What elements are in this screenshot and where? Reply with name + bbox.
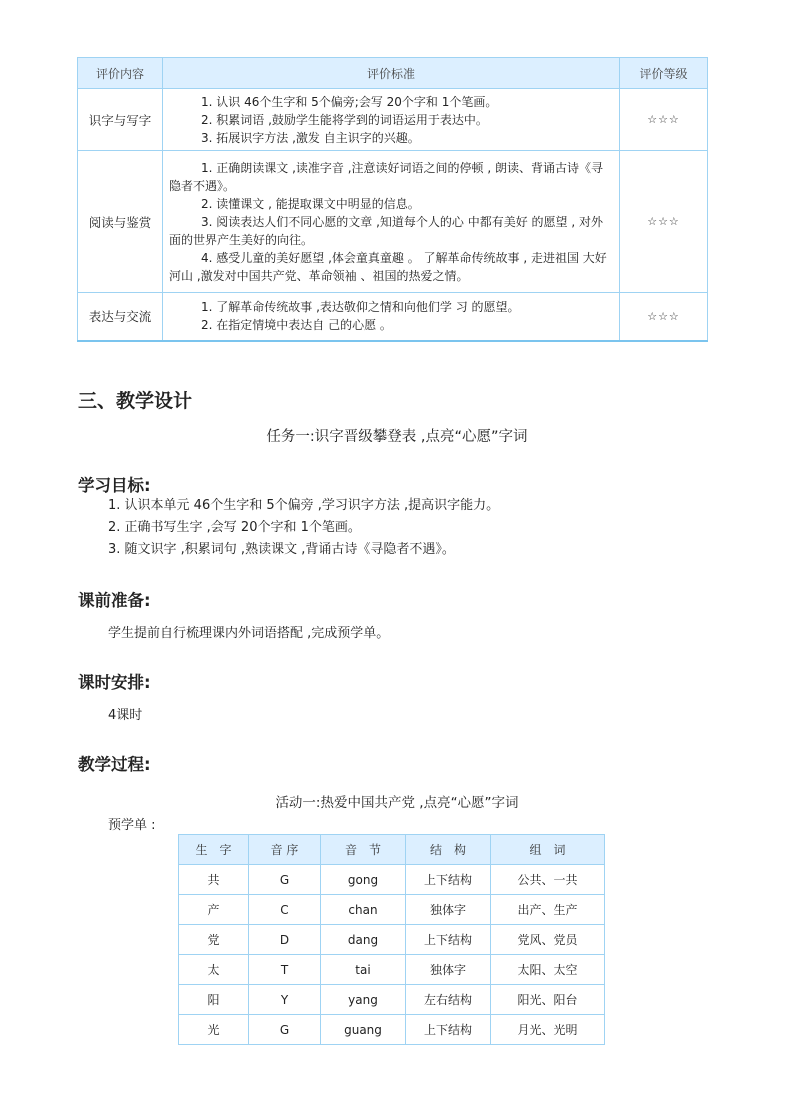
table-row <box>179 925 605 955</box>
preview-worksheet-table <box>178 834 605 1045</box>
criteria-cell <box>163 151 620 293</box>
header-eval-content: 评价内容 <box>78 58 163 89</box>
cell-structure: 独体字 <box>406 895 491 925</box>
list-item: 2. 正确书写生字 ,会写 20个字和 1个笔画。 <box>108 520 361 535</box>
cell-syllable: gong <box>321 865 406 895</box>
grade-stars: ☆☆☆ <box>620 89 708 151</box>
section-title: 三、教学设计 <box>78 390 193 412</box>
table-row <box>179 895 605 925</box>
list-item: 1. 认识本单元 46个生字和 5个偏旁 ,学习识字方法 ,提高识字能力。 <box>108 498 500 513</box>
header-eval-criteria: 评价标准 <box>163 58 620 89</box>
cell-syllable: yang <box>321 985 406 1015</box>
cell-character: 产 <box>179 895 249 925</box>
table-row <box>78 293 708 341</box>
criteria-line: 3. 阅读表达人们不同心愿的文章 ,知道每个人的心 中都有美好 的愿望 , 对外面的世界产生美好的向往。 <box>169 214 603 247</box>
cell-structure: 独体字 <box>406 955 491 985</box>
criteria-line: 2. 积累词语 ,鼓励学生能将学到的词语运用于表达中。 <box>201 112 488 127</box>
prep-heading: 课前准备: <box>78 591 151 610</box>
cell-character: 共 <box>179 865 249 895</box>
grade-stars: ☆☆☆ <box>620 151 708 293</box>
goals-heading: 学习目标: <box>78 476 151 495</box>
evaluation-table <box>77 57 708 342</box>
header-words: 组 词 <box>491 835 605 865</box>
cell-syllable: chan <box>321 895 406 925</box>
activity-title: 活动一:热爱中国共产党 ,点亮“心愿”字词 <box>275 795 519 811</box>
cell-initial: D <box>249 925 321 955</box>
criteria-line: 2. 在指定情境中表达自 己的心愿 。 <box>201 318 392 333</box>
table-row <box>179 955 605 985</box>
cell-initial: C <box>249 895 321 925</box>
header-eval-grade: 评价等级 <box>620 58 708 89</box>
table-row <box>78 89 708 151</box>
cell-initial: G <box>249 865 321 895</box>
table-row <box>179 865 605 895</box>
cell-syllable: guang <box>321 1015 406 1045</box>
table-row <box>179 1015 605 1045</box>
category-cell: 阅读与鉴赏 <box>78 151 163 293</box>
evaluation-header-row <box>78 58 708 89</box>
task-title: 任务一:识字晋级攀登表 ,点亮“心愿”字词 <box>266 429 528 445</box>
category-cell: 表达与交流 <box>78 293 163 341</box>
cell-syllable: dang <box>321 925 406 955</box>
table-row <box>78 151 708 293</box>
cell-structure: 上下结构 <box>406 865 491 895</box>
header-character: 生 字 <box>179 835 249 865</box>
table-row <box>179 985 605 1015</box>
criteria-line: 1. 认识 46个生字和 5个偏旁;会写 20个字和 1个笔画。 <box>201 94 498 109</box>
cell-initial: Y <box>249 985 321 1015</box>
cell-words: 公共、一共 <box>491 865 605 895</box>
cell-initial: G <box>249 1015 321 1045</box>
cell-words: 阳光、阳台 <box>491 985 605 1015</box>
cell-structure: 上下结构 <box>406 1015 491 1045</box>
cell-words: 月光、光明 <box>491 1015 605 1045</box>
cell-character: 阳 <box>179 985 249 1015</box>
criteria-line: 1. 正确朗读课文 ,读准字音 ,注意读好词语之间的停顿 , 朗读、背诵古诗《寻隐者不遇》。 <box>169 160 603 193</box>
criteria-cell <box>163 89 620 151</box>
header-structure: 结 构 <box>406 835 491 865</box>
grade-stars: ☆☆☆ <box>620 293 708 341</box>
cell-structure: 左右结构 <box>406 985 491 1015</box>
criteria-cell <box>163 293 620 341</box>
list-item: 3. 随文识字 ,积累词句 ,熟读课文 ,背诵古诗《寻隐者不遇》。 <box>108 542 455 557</box>
goals-list <box>108 495 499 561</box>
cell-structure: 上下结构 <box>406 925 491 955</box>
schedule-heading: 课时安排: <box>78 673 151 692</box>
criteria-line: 1. 了解革命传统故事 ,表达敬仰之情和向他们学 习 的愿望。 <box>201 300 520 315</box>
cell-syllable: tai <box>321 955 406 985</box>
preview-header-row <box>179 835 605 865</box>
cell-character: 太 <box>179 955 249 985</box>
cell-initial: T <box>249 955 321 985</box>
prep-text: 学生提前自行梳理课内外词语搭配 ,完成预学单。 <box>108 626 390 641</box>
criteria-line: 4. 感受儿童的美好愿望 ,体会童真童趣 。 了解革命传统故事 , 走进祖国 大好河山 ,激发对中国共产党、革命领袖 、祖国的热爱之情。 <box>169 250 607 283</box>
cell-character: 党 <box>179 925 249 955</box>
header-syllable: 音 节 <box>321 835 406 865</box>
category-cell: 识字与写字 <box>78 89 163 151</box>
process-heading: 教学过程: <box>78 755 151 774</box>
cell-character: 光 <box>179 1015 249 1045</box>
header-initial: 音 序 <box>249 835 321 865</box>
criteria-line: 2. 读懂课文 , 能提取课文中明显的信息。 <box>201 196 420 211</box>
schedule-text: 4课时 <box>108 708 143 723</box>
criteria-line: 3. 拓展识字方法 ,激发 自主识字的兴趣。 <box>201 130 420 145</box>
worksheet-label: 预学单 : <box>108 818 156 833</box>
cell-words: 党风、党员 <box>491 925 605 955</box>
cell-words: 出产、生产 <box>491 895 605 925</box>
cell-words: 太阳、太空 <box>491 955 605 985</box>
